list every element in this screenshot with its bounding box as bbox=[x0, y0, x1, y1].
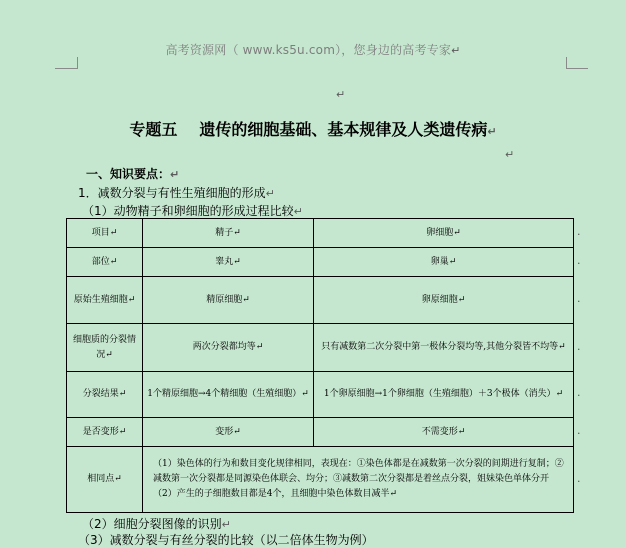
cut-off-text: （3）减数分裂与有丝分裂的比较（以二倍体生物为例） bbox=[78, 533, 374, 547]
table-cell bbox=[314, 277, 574, 324]
cell-mark: ↵ bbox=[114, 474, 122, 484]
table-header-text: 精子 bbox=[215, 227, 234, 238]
cell-text: 变形 bbox=[215, 426, 234, 437]
item-heading-2 bbox=[82, 202, 303, 219]
table-row bbox=[67, 277, 574, 324]
table-cell bbox=[67, 418, 143, 447]
item-heading-1 bbox=[78, 184, 275, 201]
table-cell bbox=[143, 277, 314, 324]
table-cell bbox=[67, 248, 143, 277]
table-cell bbox=[143, 418, 314, 447]
row-end-mark: . bbox=[577, 340, 581, 353]
cell-text: 精原细胞 bbox=[206, 294, 243, 305]
cell-mark: ↵ bbox=[233, 426, 241, 437]
cell-mark: ↵ bbox=[118, 426, 127, 437]
cell-text: 两次分裂都均等 bbox=[192, 342, 256, 352]
document-title bbox=[0, 117, 626, 140]
cell-mark: ↵ bbox=[233, 256, 241, 267]
cell-text: 1个卵原细胞→1个卵细胞（生殖细胞）＋3个极体（消失） bbox=[323, 389, 556, 399]
crop-mark-top-left-v bbox=[77, 57, 78, 69]
table-cell bbox=[143, 372, 314, 418]
table-row bbox=[67, 418, 574, 447]
table-cell bbox=[314, 418, 574, 447]
row-end-mark: . bbox=[577, 292, 581, 305]
cell-mark: ↵ bbox=[118, 389, 127, 399]
table-cell bbox=[67, 447, 143, 513]
cell-mark: ↵ bbox=[255, 342, 264, 352]
title-part-1: 专题五 bbox=[129, 120, 178, 139]
cell-mark: ↵ bbox=[301, 389, 309, 399]
cell-mark: ↵ bbox=[555, 389, 564, 399]
row-end-mark: . bbox=[577, 254, 581, 267]
table-cell bbox=[143, 219, 314, 248]
cell-text: 睾丸 bbox=[215, 256, 234, 267]
table-cell bbox=[143, 324, 314, 372]
paragraph-mark: ↵ bbox=[221, 518, 231, 531]
table-cell bbox=[314, 219, 574, 248]
table-cell bbox=[314, 248, 574, 277]
cell-mark: ↵ bbox=[109, 227, 118, 238]
table-cell bbox=[314, 324, 574, 372]
table-header-row bbox=[67, 219, 574, 248]
table-cell bbox=[314, 372, 574, 418]
table-row bbox=[67, 372, 574, 418]
crop-mark-top-right-h bbox=[566, 68, 588, 69]
paragraph-mark: ↵ bbox=[293, 205, 303, 218]
row-label: 相同点 bbox=[87, 474, 115, 484]
cell-mark: ↵ bbox=[448, 256, 457, 267]
row-label: 分裂结果 bbox=[82, 389, 119, 399]
cell-text: 卵巢 bbox=[430, 256, 449, 267]
cell-mark: ↵ bbox=[389, 489, 398, 499]
row-label: 部位 bbox=[91, 256, 110, 267]
item-heading-2-text: （1）动物精子和卵细胞的形成过程比较 bbox=[82, 204, 294, 218]
table-row bbox=[67, 248, 574, 277]
cell-mark: ↵ bbox=[242, 294, 250, 305]
table-cell bbox=[67, 372, 143, 418]
row-end-mark: . bbox=[577, 472, 581, 485]
cell-mark: ↵ bbox=[233, 227, 241, 238]
cell-text: 1个精原细胞→4个精细胞（生殖细胞） bbox=[147, 389, 302, 399]
paragraph-mark: ↵ bbox=[336, 88, 346, 101]
row-label: 细胞质的分裂情况 bbox=[72, 334, 136, 360]
table-cell bbox=[67, 219, 143, 248]
table-row-same bbox=[67, 447, 574, 513]
item-heading-3 bbox=[82, 515, 231, 532]
paragraph-mark: ↵ bbox=[451, 44, 461, 57]
row-end-mark: . bbox=[577, 424, 581, 437]
cell-mark: ↵ bbox=[109, 256, 118, 267]
table-cell bbox=[67, 324, 143, 372]
row-label: 原始生殖细胞 bbox=[73, 294, 128, 305]
table-cell bbox=[143, 248, 314, 277]
row-end-mark: . bbox=[577, 225, 581, 238]
section-heading-text: 一、知识要点： bbox=[86, 167, 171, 181]
paragraph-mark: ↵ bbox=[170, 168, 180, 181]
crop-mark-top-left-h bbox=[55, 68, 77, 69]
cell-mark: ↵ bbox=[457, 294, 466, 305]
cut-off-line bbox=[78, 531, 374, 548]
item-heading-3-text: （2）细胞分裂图像的识别 bbox=[82, 517, 222, 531]
cell-mark: ↵ bbox=[558, 342, 566, 352]
title-part-2: 遗传的细胞基础、基本规律及人类遗传病 bbox=[199, 120, 488, 139]
header-text: 高考资源网（ www.ks5u.com），您身边的高考专家 bbox=[165, 43, 452, 57]
cell-mark: ↵ bbox=[457, 426, 466, 437]
comparison-table bbox=[66, 218, 574, 513]
item-heading-1-text: 1．减数分裂与有性生殖细胞的形成 bbox=[78, 186, 266, 200]
cell-text: （1）染色体的行为和数目变化规律相同，表现在：①染色体都是在减数第一次分裂的间期进行复制；②减数第一次分裂都是同源染色体联会、均分；③减数第二次分裂都是着丝点分裂，姐妹染色单体分开（2）产生的子细胞数目都是4个，且细胞中染色体数目减半 bbox=[153, 459, 564, 499]
paragraph-mark: ↵ bbox=[487, 125, 497, 138]
table-cell bbox=[67, 277, 143, 324]
section-heading bbox=[86, 165, 179, 182]
row-end-mark: . bbox=[577, 386, 581, 399]
table-header-text: 卵细胞 bbox=[426, 227, 454, 238]
cell-mark: ↵ bbox=[453, 227, 461, 238]
table-row bbox=[67, 324, 574, 372]
cell-mark: ↵ bbox=[105, 349, 113, 360]
cell-text: 不需变形 bbox=[421, 426, 458, 437]
crop-mark-top-right-v bbox=[566, 57, 567, 69]
row-label: 是否变形 bbox=[82, 426, 119, 437]
cell-text: 只有减数第二次分裂中第一极体分裂均等,其他分裂皆不均等 bbox=[321, 342, 559, 352]
page-header bbox=[0, 41, 626, 58]
cell-mark: ↵ bbox=[127, 294, 136, 305]
paragraph-mark: ↵ bbox=[505, 148, 515, 161]
paragraph-mark: ↵ bbox=[265, 187, 275, 200]
table-header-text: 项目 bbox=[91, 227, 110, 238]
table-cell bbox=[143, 447, 574, 513]
cell-text: 卵原细胞 bbox=[421, 294, 458, 305]
